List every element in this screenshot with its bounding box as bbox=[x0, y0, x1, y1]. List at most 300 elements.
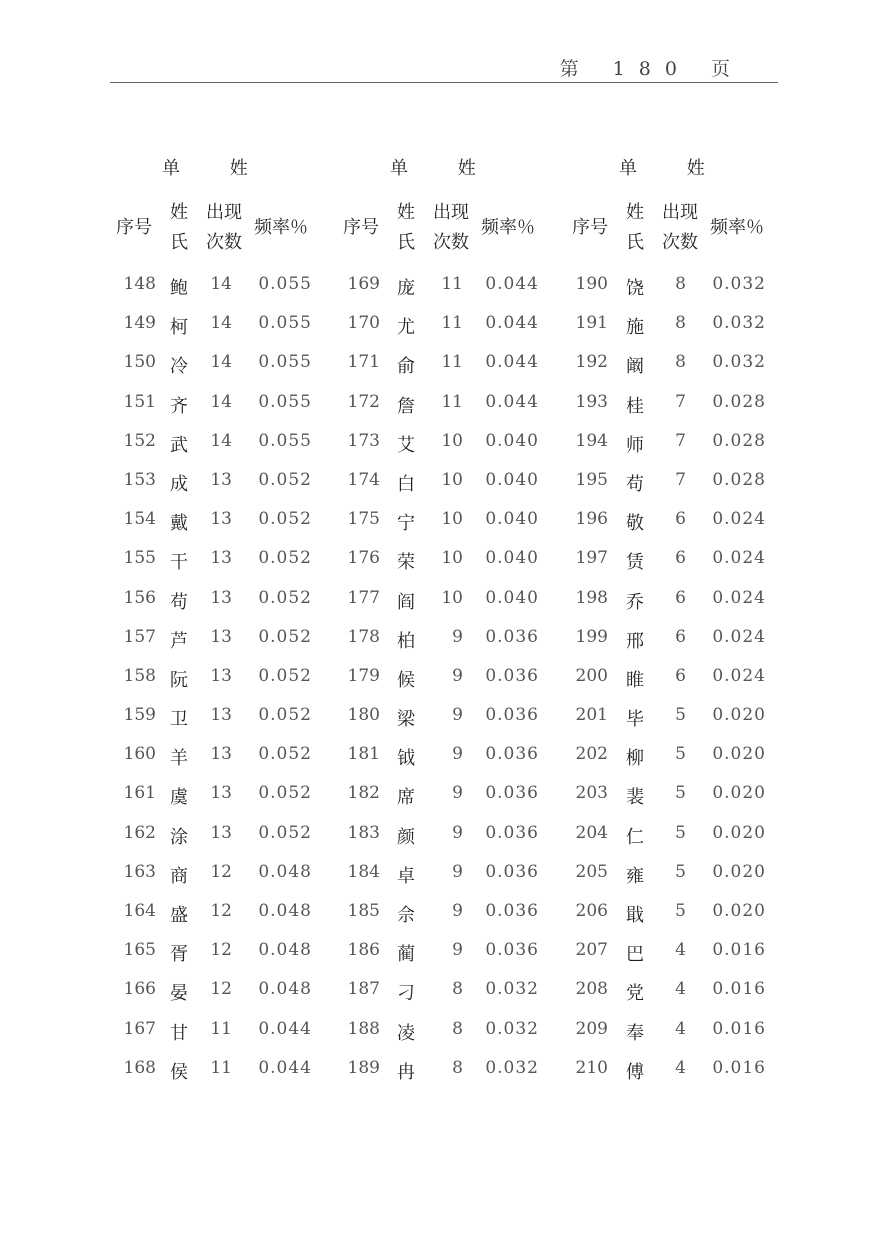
frequency-cell: 0.020 bbox=[712, 783, 766, 804]
surname-cell: 阮 bbox=[170, 669, 188, 691]
seq-cell: 197 bbox=[575, 548, 608, 569]
table-row bbox=[337, 701, 559, 740]
surname-cell: 睢 bbox=[626, 669, 644, 691]
frequency-cell: 0.032 bbox=[712, 274, 766, 294]
count-cell: 12 bbox=[210, 979, 232, 1000]
frequency-cell: 0.040 bbox=[485, 587, 539, 608]
seq-cell: 171 bbox=[347, 352, 380, 373]
count-cell: 11 bbox=[441, 391, 463, 412]
surname-cell: 干 bbox=[170, 552, 188, 574]
count-cell: 8 bbox=[452, 1018, 463, 1039]
frequency-cell: 0.044 bbox=[258, 1057, 312, 1078]
table-row bbox=[110, 584, 332, 623]
seq-cell: 176 bbox=[347, 548, 380, 569]
count-cell: 9 bbox=[452, 626, 463, 647]
surname-cell: 柳 bbox=[626, 748, 644, 770]
table-row bbox=[110, 270, 332, 309]
seq-cell: 166 bbox=[123, 979, 156, 1000]
frequency-cell: 0.040 bbox=[485, 509, 539, 530]
table-row bbox=[110, 662, 332, 701]
seq-cell: 153 bbox=[123, 469, 156, 490]
frequency-cell: 0.052 bbox=[258, 626, 312, 647]
page-header bbox=[110, 50, 778, 83]
count-cell: 9 bbox=[452, 822, 463, 843]
seq-cell: 181 bbox=[347, 744, 380, 765]
table-row bbox=[566, 701, 788, 740]
seq-cell: 177 bbox=[347, 587, 380, 608]
surname-cell: 毕 bbox=[626, 709, 644, 731]
table-row bbox=[337, 584, 559, 623]
seq-cell: 179 bbox=[347, 665, 380, 686]
seq-cell: 167 bbox=[123, 1018, 156, 1039]
count-cell: 13 bbox=[210, 705, 232, 726]
frequency-cell: 0.020 bbox=[712, 901, 766, 921]
surname-cell: 齐 bbox=[170, 395, 188, 417]
surname-cell: 尤 bbox=[397, 317, 415, 339]
count-cell: 6 bbox=[675, 509, 686, 530]
column-header-frequency: 频率％ bbox=[481, 217, 535, 238]
count-cell: 9 bbox=[452, 940, 463, 961]
table-row bbox=[337, 1015, 559, 1054]
seq-cell: 201 bbox=[575, 705, 608, 726]
seq-cell: 196 bbox=[575, 509, 608, 530]
seq-cell: 182 bbox=[347, 783, 380, 804]
table-row bbox=[110, 348, 332, 387]
surname-cell: 阎 bbox=[397, 591, 415, 613]
surname-cell: 柯 bbox=[170, 317, 188, 339]
surname-cell: 胥 bbox=[170, 944, 188, 966]
table-row bbox=[337, 975, 559, 1014]
surname-cell: 俞 bbox=[397, 356, 415, 378]
table-row bbox=[337, 623, 559, 662]
table-row bbox=[566, 740, 788, 779]
surname-cell: 卓 bbox=[397, 865, 415, 887]
seq-cell: 190 bbox=[575, 274, 608, 294]
surname-cell: 傅 bbox=[626, 1061, 644, 1083]
seq-cell: 208 bbox=[575, 979, 608, 1000]
surname-cell: 虞 bbox=[170, 787, 188, 809]
count-cell: 14 bbox=[210, 391, 232, 412]
surname-cell: 冉 bbox=[397, 1061, 415, 1083]
surname-cell: 戢 bbox=[626, 905, 644, 926]
seq-cell: 165 bbox=[123, 940, 156, 961]
frequency-cell: 0.036 bbox=[485, 665, 539, 686]
frequency-cell: 0.028 bbox=[712, 391, 766, 412]
frequency-cell: 0.016 bbox=[712, 1018, 766, 1039]
seq-cell: 161 bbox=[123, 783, 156, 804]
surname-cell: 盛 bbox=[170, 905, 188, 926]
count-cell: 4 bbox=[675, 1018, 686, 1039]
table-body bbox=[566, 270, 788, 1093]
table-row bbox=[566, 897, 788, 936]
count-cell: 5 bbox=[675, 901, 686, 921]
frequency-cell: 0.040 bbox=[485, 548, 539, 569]
table-row bbox=[110, 701, 332, 740]
count-cell: 7 bbox=[675, 430, 686, 451]
table-row bbox=[566, 858, 788, 897]
table-row bbox=[337, 388, 559, 427]
table-row bbox=[337, 779, 559, 818]
table-row bbox=[566, 348, 788, 387]
frequency-cell: 0.036 bbox=[485, 901, 539, 921]
frequency-cell: 0.028 bbox=[712, 430, 766, 451]
table-row bbox=[110, 1054, 332, 1093]
count-cell: 7 bbox=[675, 391, 686, 412]
seq-cell: 154 bbox=[123, 509, 156, 530]
frequency-cell: 0.048 bbox=[258, 979, 312, 1000]
count-cell: 5 bbox=[675, 861, 686, 882]
column-header-count: 出现次数 bbox=[662, 202, 698, 253]
count-cell: 9 bbox=[452, 665, 463, 686]
frequency-cell: 0.052 bbox=[258, 509, 312, 530]
count-cell: 8 bbox=[675, 313, 686, 334]
count-cell: 13 bbox=[210, 744, 232, 765]
table-row bbox=[566, 427, 788, 466]
column-header-frequency: 频率％ bbox=[254, 217, 308, 238]
column-header-seq: 序号 bbox=[116, 217, 152, 238]
table-row bbox=[337, 740, 559, 779]
count-cell: 13 bbox=[210, 665, 232, 686]
frequency-cell: 0.044 bbox=[485, 391, 539, 412]
seq-cell: 193 bbox=[575, 391, 608, 412]
count-cell: 14 bbox=[210, 430, 232, 451]
table-row bbox=[566, 819, 788, 858]
table-row bbox=[337, 936, 559, 975]
frequency-cell: 0.055 bbox=[258, 352, 312, 373]
table-row bbox=[566, 936, 788, 975]
count-cell: 13 bbox=[210, 469, 232, 490]
surname-cell: 戴 bbox=[170, 513, 188, 535]
count-cell: 8 bbox=[452, 1057, 463, 1078]
count-cell: 13 bbox=[210, 783, 232, 804]
column-header-seq: 序号 bbox=[572, 217, 608, 238]
frequency-cell: 0.048 bbox=[258, 940, 312, 961]
frequency-cell: 0.055 bbox=[258, 274, 312, 294]
frequency-cell: 0.024 bbox=[712, 665, 766, 686]
seq-cell: 192 bbox=[575, 352, 608, 373]
surname-cell: 甘 bbox=[170, 1022, 188, 1044]
surname-cell: 阚 bbox=[626, 356, 644, 378]
count-cell: 9 bbox=[452, 705, 463, 726]
table-row bbox=[110, 309, 332, 348]
surname-cell: 赁 bbox=[626, 552, 644, 574]
count-cell: 14 bbox=[210, 352, 232, 373]
count-cell: 13 bbox=[210, 548, 232, 569]
table-row bbox=[337, 309, 559, 348]
seq-cell: 149 bbox=[123, 313, 156, 334]
seq-cell: 191 bbox=[575, 313, 608, 334]
count-cell: 13 bbox=[210, 822, 232, 843]
surname-cell: 晏 bbox=[170, 983, 188, 1005]
count-cell: 10 bbox=[441, 430, 463, 451]
table-row bbox=[566, 1015, 788, 1054]
count-cell: 10 bbox=[441, 587, 463, 608]
table-row bbox=[566, 623, 788, 662]
seq-cell: 180 bbox=[347, 705, 380, 726]
seq-cell: 198 bbox=[575, 587, 608, 608]
surname-cell: 雍 bbox=[626, 865, 644, 887]
seq-cell: 205 bbox=[575, 861, 608, 882]
count-cell: 5 bbox=[675, 783, 686, 804]
table-row bbox=[337, 662, 559, 701]
seq-cell: 188 bbox=[347, 1018, 380, 1039]
table-row bbox=[566, 779, 788, 818]
seq-cell: 202 bbox=[575, 744, 608, 765]
surname-cell: 柏 bbox=[397, 630, 415, 652]
column-header-surname: 姓氏 bbox=[170, 202, 188, 253]
table-row bbox=[110, 1015, 332, 1054]
count-cell: 6 bbox=[675, 548, 686, 569]
count-cell: 11 bbox=[210, 1018, 232, 1039]
frequency-cell: 0.032 bbox=[485, 1057, 539, 1078]
seq-cell: 164 bbox=[123, 901, 156, 921]
block-title: 单 姓 bbox=[162, 158, 270, 179]
seq-cell: 204 bbox=[575, 822, 608, 843]
frequency-cell: 0.055 bbox=[258, 430, 312, 451]
table-row bbox=[110, 544, 332, 583]
count-cell: 10 bbox=[441, 469, 463, 490]
count-cell: 14 bbox=[210, 313, 232, 334]
seq-cell: 151 bbox=[123, 391, 156, 412]
table-row bbox=[566, 662, 788, 701]
seq-cell: 152 bbox=[123, 430, 156, 451]
frequency-cell: 0.052 bbox=[258, 548, 312, 569]
surname-cell: 颜 bbox=[397, 826, 415, 848]
surname-cell: 施 bbox=[626, 317, 644, 339]
seq-cell: 178 bbox=[347, 626, 380, 647]
table-row bbox=[110, 897, 332, 936]
frequency-cell: 0.016 bbox=[712, 979, 766, 1000]
count-cell: 10 bbox=[441, 548, 463, 569]
frequency-cell: 0.032 bbox=[485, 979, 539, 1000]
surname-cell: 乔 bbox=[626, 591, 644, 613]
seq-cell: 189 bbox=[347, 1057, 380, 1078]
frequency-cell: 0.032 bbox=[712, 352, 766, 373]
surname-cell: 佘 bbox=[397, 905, 415, 926]
frequency-cell: 0.055 bbox=[258, 391, 312, 412]
surname-cell: 奉 bbox=[626, 1022, 644, 1044]
surname-cell: 邢 bbox=[626, 630, 644, 652]
seq-cell: 160 bbox=[123, 744, 156, 765]
surname-cell: 钺 bbox=[397, 748, 415, 770]
surname-cell: 涂 bbox=[170, 826, 188, 848]
column-header-count: 出现次数 bbox=[433, 202, 469, 253]
seq-cell: 195 bbox=[575, 469, 608, 490]
count-cell: 13 bbox=[210, 626, 232, 647]
surname-cell: 饶 bbox=[626, 278, 644, 299]
seq-cell: 173 bbox=[347, 430, 380, 451]
count-cell: 9 bbox=[452, 744, 463, 765]
count-cell: 6 bbox=[675, 587, 686, 608]
frequency-cell: 0.024 bbox=[712, 509, 766, 530]
seq-cell: 184 bbox=[347, 861, 380, 882]
count-cell: 4 bbox=[675, 979, 686, 1000]
frequency-cell: 0.028 bbox=[712, 469, 766, 490]
count-cell: 8 bbox=[452, 979, 463, 1000]
frequency-cell: 0.052 bbox=[258, 744, 312, 765]
table-row bbox=[110, 975, 332, 1014]
surname-cell: 庞 bbox=[397, 278, 415, 299]
seq-cell: 174 bbox=[347, 469, 380, 490]
count-cell: 6 bbox=[675, 626, 686, 647]
surname-cell: 宁 bbox=[397, 513, 415, 535]
count-cell: 4 bbox=[675, 940, 686, 961]
seq-cell: 203 bbox=[575, 783, 608, 804]
frequency-cell: 0.044 bbox=[485, 313, 539, 334]
table-row bbox=[110, 740, 332, 779]
surname-cell: 荣 bbox=[397, 552, 415, 574]
surname-cell: 仁 bbox=[626, 826, 644, 848]
seq-cell: 148 bbox=[123, 274, 156, 294]
table-row bbox=[566, 975, 788, 1014]
block-title: 单 姓 bbox=[390, 158, 498, 179]
seq-cell: 207 bbox=[575, 940, 608, 961]
surname-cell: 冷 bbox=[170, 356, 188, 378]
count-cell: 5 bbox=[675, 705, 686, 726]
frequency-cell: 0.052 bbox=[258, 822, 312, 843]
surname-cell: 侯 bbox=[170, 1061, 188, 1083]
surname-cell: 师 bbox=[626, 434, 644, 456]
surname-cell: 梁 bbox=[397, 709, 415, 731]
table-row bbox=[337, 897, 559, 936]
table-row bbox=[110, 388, 332, 427]
surname-cell: 刁 bbox=[397, 983, 415, 1005]
frequency-cell: 0.052 bbox=[258, 469, 312, 490]
frequency-cell: 0.016 bbox=[712, 940, 766, 961]
seq-cell: 185 bbox=[347, 901, 380, 921]
seq-cell: 156 bbox=[123, 587, 156, 608]
count-cell: 9 bbox=[452, 783, 463, 804]
count-cell: 12 bbox=[210, 940, 232, 961]
count-cell: 8 bbox=[675, 352, 686, 373]
seq-cell: 194 bbox=[575, 430, 608, 451]
page-number: 第 180 页 bbox=[559, 58, 744, 80]
count-cell: 9 bbox=[452, 861, 463, 882]
table-row bbox=[110, 623, 332, 662]
seq-cell: 175 bbox=[347, 509, 380, 530]
seq-cell: 155 bbox=[123, 548, 156, 569]
table-row bbox=[337, 819, 559, 858]
table-body bbox=[337, 270, 559, 1093]
count-cell: 5 bbox=[675, 822, 686, 843]
frequency-cell: 0.052 bbox=[258, 783, 312, 804]
seq-cell: 183 bbox=[347, 822, 380, 843]
frequency-cell: 0.052 bbox=[258, 665, 312, 686]
frequency-cell: 0.052 bbox=[258, 587, 312, 608]
surname-cell: 商 bbox=[170, 865, 188, 887]
frequency-cell: 0.036 bbox=[485, 626, 539, 647]
count-cell: 4 bbox=[675, 1057, 686, 1078]
count-cell: 13 bbox=[210, 587, 232, 608]
frequency-cell: 0.020 bbox=[712, 861, 766, 882]
surname-cell: 巴 bbox=[626, 944, 644, 966]
frequency-cell: 0.044 bbox=[485, 352, 539, 373]
count-cell: 12 bbox=[210, 901, 232, 921]
table-row bbox=[337, 505, 559, 544]
surname-cell: 凌 bbox=[397, 1022, 415, 1044]
frequency-cell: 0.036 bbox=[485, 783, 539, 804]
table-row bbox=[566, 544, 788, 583]
count-cell: 11 bbox=[441, 352, 463, 373]
seq-cell: 159 bbox=[123, 705, 156, 726]
frequency-cell: 0.052 bbox=[258, 705, 312, 726]
block-title: 单 姓 bbox=[619, 158, 727, 179]
surname-cell: 党 bbox=[626, 983, 644, 1005]
frequency-cell: 0.020 bbox=[712, 744, 766, 765]
frequency-cell: 0.024 bbox=[712, 587, 766, 608]
count-cell: 13 bbox=[210, 509, 232, 530]
frequency-cell: 0.024 bbox=[712, 626, 766, 647]
seq-cell: 158 bbox=[123, 665, 156, 686]
table-row bbox=[337, 1054, 559, 1093]
surname-cell: 候 bbox=[397, 669, 415, 691]
count-cell: 11 bbox=[441, 274, 463, 294]
frequency-cell: 0.032 bbox=[485, 1018, 539, 1039]
table-row bbox=[110, 819, 332, 858]
surname-cell: 敬 bbox=[626, 513, 644, 535]
count-cell: 6 bbox=[675, 665, 686, 686]
table-row bbox=[110, 505, 332, 544]
frequency-cell: 0.036 bbox=[485, 861, 539, 882]
seq-cell: 170 bbox=[347, 313, 380, 334]
count-cell: 11 bbox=[441, 313, 463, 334]
seq-cell: 187 bbox=[347, 979, 380, 1000]
surname-cell: 卫 bbox=[170, 709, 188, 731]
surname-cell: 苟 bbox=[626, 473, 644, 495]
seq-cell: 199 bbox=[575, 626, 608, 647]
table-row bbox=[337, 427, 559, 466]
table-row bbox=[337, 348, 559, 387]
surname-cell: 裴 bbox=[626, 787, 644, 809]
table-row bbox=[337, 544, 559, 583]
surname-cell: 詹 bbox=[397, 395, 415, 417]
count-cell: 11 bbox=[210, 1057, 232, 1078]
seq-cell: 200 bbox=[575, 665, 608, 686]
table-row bbox=[566, 1054, 788, 1093]
surname-cell: 成 bbox=[170, 473, 188, 495]
table-row bbox=[566, 270, 788, 309]
seq-cell: 157 bbox=[123, 626, 156, 647]
frequency-cell: 0.040 bbox=[485, 430, 539, 451]
column-header-seq: 序号 bbox=[343, 217, 379, 238]
frequency-cell: 0.020 bbox=[712, 822, 766, 843]
frequency-cell: 0.036 bbox=[485, 822, 539, 843]
table-row bbox=[566, 309, 788, 348]
surname-cell: 羊 bbox=[170, 748, 188, 770]
seq-cell: 163 bbox=[123, 861, 156, 882]
surname-cell: 艾 bbox=[397, 434, 415, 456]
surname-cell: 白 bbox=[397, 473, 415, 495]
table-row bbox=[110, 466, 332, 505]
surname-cell: 苟 bbox=[170, 591, 188, 613]
frequency-cell: 0.032 bbox=[712, 313, 766, 334]
frequency-cell: 0.024 bbox=[712, 548, 766, 569]
column-header-surname: 姓氏 bbox=[626, 202, 644, 253]
frequency-cell: 0.036 bbox=[485, 705, 539, 726]
count-cell: 14 bbox=[210, 274, 232, 294]
frequency-cell: 0.048 bbox=[258, 901, 312, 921]
surname-cell: 席 bbox=[397, 787, 415, 809]
column-header-frequency: 频率％ bbox=[710, 217, 764, 238]
count-cell: 8 bbox=[675, 274, 686, 294]
table-row bbox=[110, 427, 332, 466]
table-row bbox=[566, 584, 788, 623]
frequency-cell: 0.036 bbox=[485, 940, 539, 961]
table-row bbox=[566, 466, 788, 505]
count-cell: 5 bbox=[675, 744, 686, 765]
count-cell: 10 bbox=[441, 509, 463, 530]
surname-cell: 蔺 bbox=[397, 944, 415, 966]
